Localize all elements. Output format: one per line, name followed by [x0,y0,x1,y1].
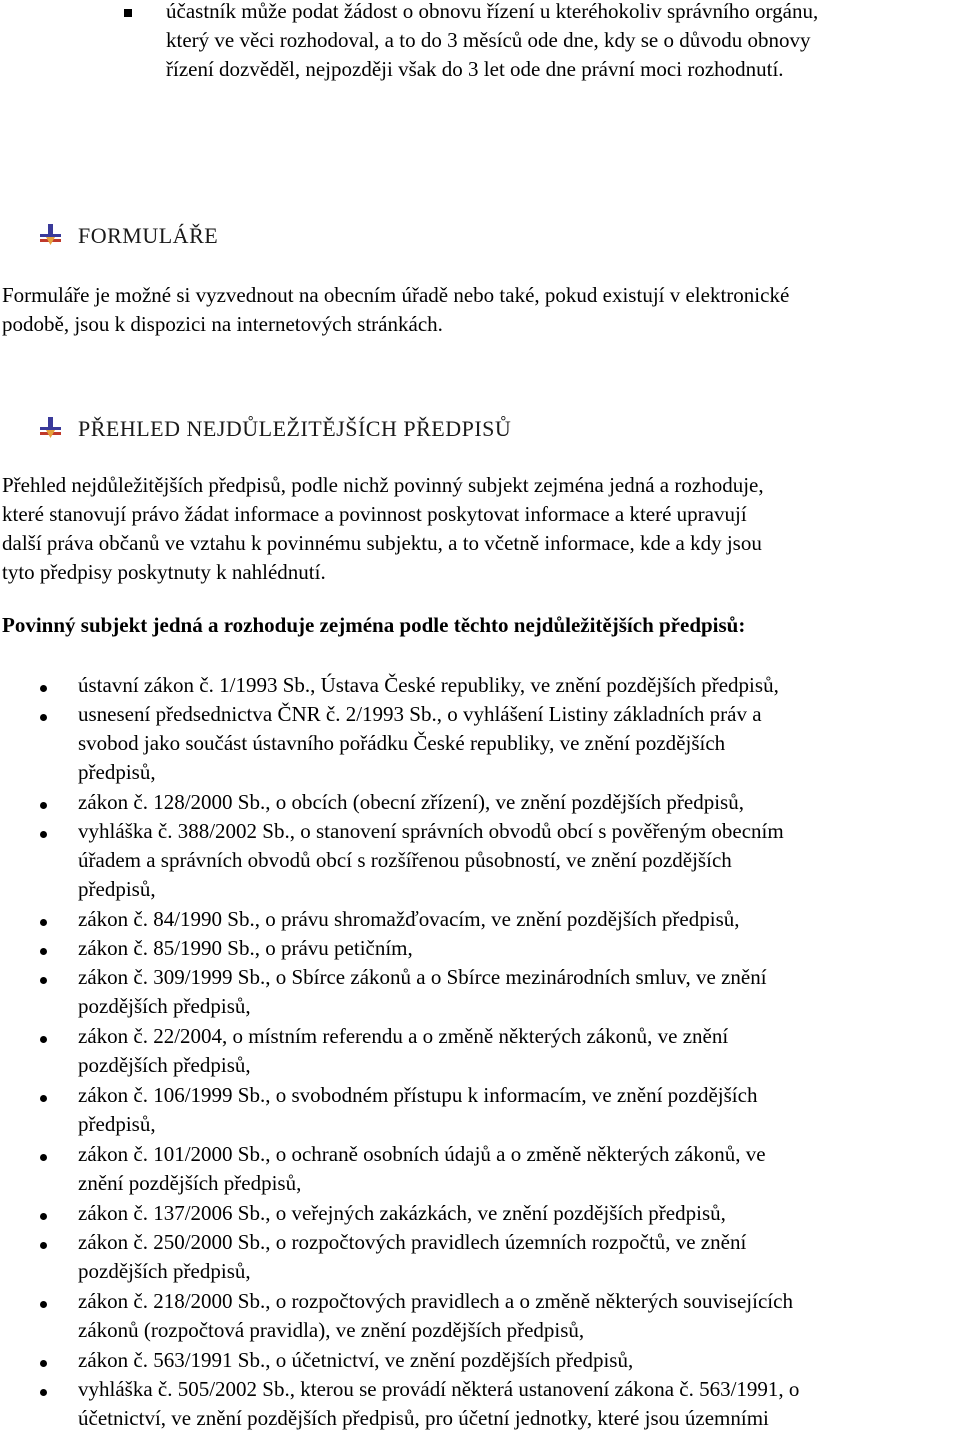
list-bullet-icon [40,1154,47,1161]
list-bullet-icon [40,685,47,692]
list-bullet-icon [40,948,47,955]
list-bullet-icon [40,1301,47,1308]
list-item: zákon č. 563/1991 Sb., o účetnictví, ve znění pozdějších předpisů, [78,1348,634,1372]
list-item: vyhláška č. 388/2002 Sb., o stanovení správních obvodů obcí s pověřeným obecním [78,819,784,843]
intro-line-2: který ve věci rozhodoval, a to do 3 měsíců ode dne, kdy se o důvodu obnovy [166,28,811,52]
list-bullet-icon [40,714,47,721]
predpisy-line-4: tyto předpisy poskytnuty k nahlédnutí. [2,560,326,584]
list-item-continuation: pozdějších předpisů, [78,1259,251,1283]
square-bullet-icon [124,9,132,17]
list-bullet-icon [40,919,47,926]
list-item: usnesení předsednictva ČNR č. 2/1993 Sb., o vyhlášení Listiny základních práv a [78,702,762,726]
down-arrow-bullet-icon [40,224,62,246]
intro-line-1: účastník může podat žádost o obnovu řízení u kteréhokoliv správního orgánu, [166,0,819,23]
list-bullet-icon [40,1036,47,1043]
list-item: zákon č. 137/2006 Sb., o veřejných zakázkách, ve znění pozdějších předpisů, [78,1201,726,1225]
list-item-continuation: úřadem a správních obvodů obcí s rozšířenou působností, ve znění pozdějších [78,848,732,872]
list-item: zákon č. 250/2000 Sb., o rozpočtových pravidlech územních rozpočtů, ve znění [78,1230,747,1254]
list-item: zákon č. 22/2004, o místním referendu a o změně některých zákonů, ve znění [78,1024,729,1048]
list-bullet-icon [40,831,47,838]
list-bullet-icon [40,977,47,984]
formulare-line-2: podobě, jsou k dispozici na internetových stránkách. [2,312,443,336]
list-item-continuation: svobod jako součást ústavního pořádku České republiky, ve znění pozdějších [78,731,726,755]
intro-line-3: řízení dozvěděl, nejpozději však do 3 let ode dne právní moci rozhodnutí. [166,57,784,81]
list-bullet-icon [40,1360,47,1367]
list-item-continuation: pozdějších předpisů, [78,1053,251,1077]
list-item-continuation: předpisů, [78,877,156,901]
predpisy-line-1: Přehled nejdůležitějších předpisů, podle nichž povinný subjekt zejména jedná a rozhoduje, [2,473,764,497]
list-item-continuation: účetnictví, ve znění pozdějších předpisů, pro účetní jednotky, které jsou územními [78,1406,769,1430]
list-item: zákon č. 101/2000 Sb., o ochraně osobních údajů a o změně některých zákonů, ve [78,1142,766,1166]
list-item: zákon č. 106/1999 Sb., o svobodném přístupu k informacím, ve znění pozdějších [78,1083,758,1107]
list-item: zákon č. 218/2000 Sb., o rozpočtových pravidlech a o změně některých souvisejících [78,1289,793,1313]
list-bullet-icon [40,1213,47,1220]
list-item: ústavní zákon č. 1/1993 Sb., Ústava České republiky, ve znění pozdějších předpisů, [78,673,779,697]
list-item-continuation: znění pozdějších předpisů, [78,1171,302,1195]
list-bullet-icon [40,802,47,809]
list-item-continuation: předpisů, [78,1112,156,1136]
predpisy-line-3: další práva občanů ve vztahu k povinnému subjektu, a to včetně informace, kde a kdy jsou [2,531,762,555]
list-bullet-icon [40,1389,47,1396]
section-heading-formulare: FORMULÁŘE [78,223,219,248]
list-item-continuation: zákonů (rozpočtová pravidla), ve znění pozdějších předpisů, [78,1318,585,1342]
down-arrow-bullet-icon [40,417,62,439]
list-item: zákon č. 84/1990 Sb., o právu shromažďovacím, ve znění pozdějších předpisů, [78,907,740,931]
predpisy-intro-bold: Povinný subjekt jedná a rozhoduje zejména podle těchto nejdůležitějších předpisů: [2,613,746,637]
formulare-line-1: Formuláře je možné si vyzvednout na obecním úřadě nebo také, pokud existují v elektronické [2,283,790,307]
list-item: zákon č. 309/1999 Sb., o Sbírce zákonů a o Sbírce mezinárodních smluv, ve znění [78,965,767,989]
list-item-continuation: pozdějších předpisů, [78,994,251,1018]
predpisy-line-2: které stanovují právo žádat informace a povinnost poskytovat informace a které upravují [2,502,747,526]
list-item: zákon č. 85/1990 Sb., o právu petičním, [78,936,413,960]
section-heading-predpisy: PŘEHLED NEJDŮLEŽITĚJŠÍCH PŘEDPISŮ [78,416,512,441]
list-bullet-icon [40,1242,47,1249]
list-bullet-icon [40,1095,47,1102]
list-item-continuation: předpisů, [78,760,156,784]
list-item: zákon č. 128/2000 Sb., o obcích (obecní zřízení), ve znění pozdějších předpisů, [78,790,744,814]
list-item: vyhláška č. 505/2002 Sb., kterou se provádí některá ustanovení zákona č. 563/1991, o [78,1377,800,1401]
